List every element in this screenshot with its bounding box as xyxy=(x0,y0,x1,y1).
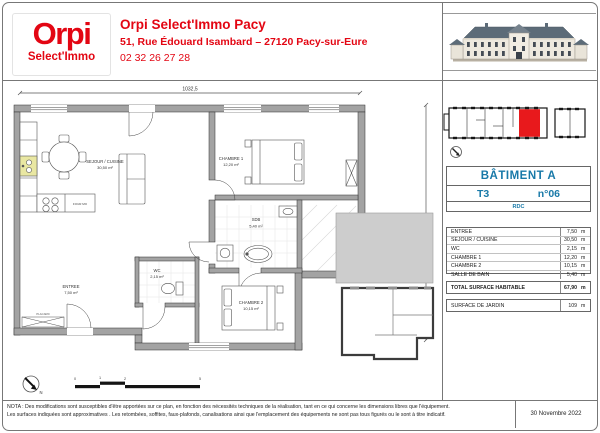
chambre1-area: 12,20 m² xyxy=(223,162,239,167)
sejour-area: 30,50 m² xyxy=(97,165,113,170)
row-unit: m xyxy=(581,245,586,252)
wc-label: WC xyxy=(153,268,161,273)
svg-text:5: 5 xyxy=(198,377,202,381)
orpi-logo xyxy=(12,13,111,76)
table-row xyxy=(447,245,590,254)
building-key-plan xyxy=(443,92,591,164)
row-label: SEJOUR / CUISINE xyxy=(451,237,498,244)
unit-type: T3 xyxy=(477,187,490,200)
row-value: 2,15 xyxy=(566,245,577,252)
unit-outline xyxy=(342,288,433,359)
nota-line1: NOTA : Des modifications sont susceptibles d'être apportées sur ce plan, en fonction des nécessités techniques de la réalisation, tant en ce qui concerne les dimensions libres que l'équipement. xyxy=(7,404,450,410)
row-value: 5,40 xyxy=(566,271,577,278)
right-wing xyxy=(575,45,587,59)
unit-number: n°06 xyxy=(537,187,560,200)
dining-table xyxy=(42,135,86,179)
panel-compass-icon xyxy=(451,147,462,158)
row-unit: m xyxy=(581,228,586,235)
garden-value: 109 xyxy=(568,302,577,309)
garden-area xyxy=(336,213,433,283)
garden-unit: m xyxy=(581,302,586,309)
document-date: 30 Novembre 2022 xyxy=(530,411,582,417)
wc-area: 2,15 m² xyxy=(150,274,164,279)
unit-title xyxy=(446,185,591,202)
sejour-label: SEJOUR / CUISINE xyxy=(86,159,124,164)
total-unit: m xyxy=(581,284,586,291)
floor-title: RDC xyxy=(446,201,591,212)
total-surface-box xyxy=(446,281,591,294)
nota-disclaimer xyxy=(7,403,511,420)
row-value: 10,15 xyxy=(564,263,577,270)
oven-label: FOUR MO xyxy=(72,202,88,206)
sdb-area: 5,40 m² xyxy=(249,223,263,229)
row-label: CHAMBRE 1 xyxy=(451,254,482,261)
agency-address: 51, Rue Édouard Isambard – 27120 Pacy-sur-Eure xyxy=(120,36,368,48)
svg-text:2: 2 xyxy=(123,377,127,381)
batiment-title: BÂTIMENT A xyxy=(446,166,591,186)
window-chambre1 xyxy=(224,105,261,112)
row-unit: m xyxy=(581,237,586,244)
chimney-right xyxy=(545,23,548,28)
chambre2-label: CHAMBRE 2 xyxy=(238,300,264,305)
chambre2-area: 10,15 m² xyxy=(243,306,259,311)
toilet xyxy=(162,282,184,295)
orpi-logo-wordmark: Orpi xyxy=(32,16,91,51)
dim-width-label: 1032,5 xyxy=(182,86,198,93)
row-unit: m xyxy=(581,263,586,270)
total-row xyxy=(447,282,590,293)
row-unit: m xyxy=(581,254,586,261)
window-sejour xyxy=(31,105,67,112)
key-left-wing xyxy=(444,114,449,130)
row-value: 7,50 xyxy=(566,228,577,235)
door-wc xyxy=(143,307,165,329)
row-label: ENTREE xyxy=(451,228,473,235)
total-value: 67,90 xyxy=(564,284,577,291)
left-wing-roof xyxy=(449,39,465,45)
row-unit: m xyxy=(581,271,586,278)
window-chambre2 xyxy=(189,343,229,350)
svg-text:0: 0 xyxy=(73,377,77,381)
entree-area: 7,50 m² xyxy=(64,290,78,295)
garden-surface-box xyxy=(446,299,591,312)
header-divider xyxy=(3,80,597,81)
chimney-left xyxy=(485,23,488,28)
north-compass-icon xyxy=(23,376,43,395)
bathroom-fixtures xyxy=(217,206,297,263)
scale-ticks xyxy=(74,376,201,381)
bed-chambre1 xyxy=(245,140,304,184)
illustration-bottom-rule xyxy=(443,70,596,71)
table-row xyxy=(447,262,590,271)
garden-label: SURFACE DE JARDIN xyxy=(451,302,505,309)
row-label: CHAMBRE 2 xyxy=(451,263,482,270)
ground xyxy=(453,59,587,62)
entree-label: ENTREE xyxy=(62,284,80,289)
footer-divider xyxy=(3,400,597,401)
entrance-door xyxy=(67,328,93,335)
building-elevation-illustration xyxy=(443,14,596,69)
total-label: TOTAL SURFACE HABITABLE xyxy=(451,284,525,291)
window-corridor xyxy=(309,105,339,112)
nota-line2: Les surfaces indiquées sont approximatives . Les retombées, soffites, faux-plafonds, canalisations ainsi que l'emplacement des équipements ne sont pas tous figurés ou le sont à titre indicatif. xyxy=(7,412,446,419)
agency-phone: 02 32 26 27 28 xyxy=(120,52,191,64)
table-row xyxy=(447,254,590,263)
orpi-logo-subbrand: Select'Immo xyxy=(27,51,96,63)
highlighted-unit xyxy=(519,109,540,137)
chambre1-label: CHAMBRE 1 xyxy=(218,156,244,161)
closet-chambre1 xyxy=(346,160,357,186)
row-value: 12,20 xyxy=(564,254,577,261)
table-row xyxy=(447,228,590,237)
agency-info xyxy=(120,17,367,64)
garden-mini-plan xyxy=(336,213,433,359)
french-door-sejour xyxy=(129,105,155,112)
svg-text:1: 1 xyxy=(98,376,102,380)
scale-bar xyxy=(74,376,201,388)
north-label: N xyxy=(39,390,43,395)
left-wing xyxy=(451,45,463,59)
table-row xyxy=(447,271,590,279)
row-label: SALLE DE BAIN xyxy=(451,271,490,278)
surfaces-table xyxy=(446,227,591,278)
garden-row xyxy=(447,300,590,311)
agency-name: Orpi Select'Immo Pacy xyxy=(120,17,266,32)
placard-label: PLACARD xyxy=(36,312,50,316)
row-label: WC xyxy=(451,245,460,252)
row-value: 30,50 xyxy=(564,237,577,244)
right-wing-roof xyxy=(573,39,589,45)
placard xyxy=(22,317,64,327)
floor-plan-drawing xyxy=(9,82,441,400)
table-row xyxy=(447,237,590,246)
sdb-label: SDB xyxy=(251,217,261,222)
